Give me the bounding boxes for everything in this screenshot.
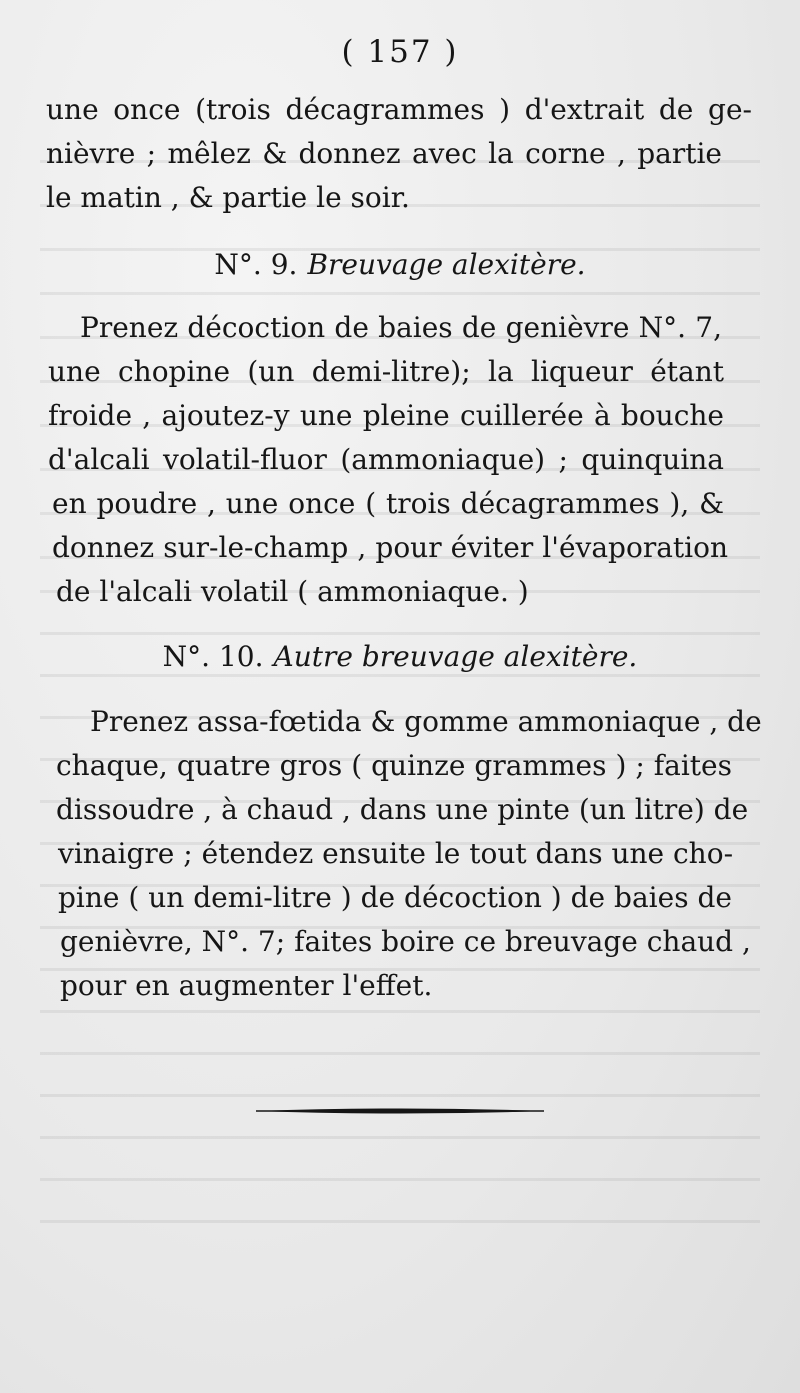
show-through-texture-lower xyxy=(40,590,760,1250)
text-line: chaque, quatre gros ( quinze grammes ) ; faites xyxy=(56,749,732,782)
text-line: de l'alcali volatil ( ammoniaque. ) xyxy=(56,575,529,608)
recipe-title: Breuvage alexitère. xyxy=(307,248,586,281)
text-line: froide , ajoutez-y une pleine cuillerée à bouche xyxy=(48,399,724,432)
text-line: en poudre , une once ( trois décagrammes ), & xyxy=(52,487,724,520)
text-line: pour en augmenter l'effet. xyxy=(60,969,433,1002)
recipe-number: N°. 10. xyxy=(162,640,264,673)
page-number: ( 157 ) xyxy=(341,34,459,70)
text-line: le matin , & partie le soir. xyxy=(46,181,410,214)
text-line: pine ( un demi-litre ) de décoction ) de baies de xyxy=(58,881,732,914)
ornamental-rule xyxy=(256,1106,544,1116)
text-line: donnez sur-le-champ , pour éviter l'évaporation xyxy=(52,531,728,564)
text-line: dissoudre , à chaud , dans une pinte (un litre) de xyxy=(56,793,749,826)
text-line: Prenez décoction de baies de genièvre N°. 7, xyxy=(80,311,722,344)
text-line: une once (trois décagrammes ) d'extrait de ge- xyxy=(46,93,752,126)
text-line: genièvre, N°. 7; faites boire ce breuvage chaud , xyxy=(60,925,751,958)
text-line: Prenez assa-fœtida & gomme ammoniaque , de xyxy=(90,705,762,738)
text-line: nièvre ; mêlez & donnez avec la corne , partie xyxy=(46,137,722,170)
recipe-heading-10 xyxy=(0,640,800,673)
text-line: une chopine (un demi-litre); la liqueur étant xyxy=(48,355,724,388)
text-line: vinaigre ; étendez ensuite le tout dans une cho- xyxy=(58,837,734,870)
text-line: d'alcali volatil-fluor (ammoniaque) ; quinquina xyxy=(48,443,724,476)
recipe-title: Autre breuvage alexitère. xyxy=(273,640,638,673)
recipe-number: N°. 9. xyxy=(214,248,298,281)
recipe-heading-9 xyxy=(0,248,800,281)
